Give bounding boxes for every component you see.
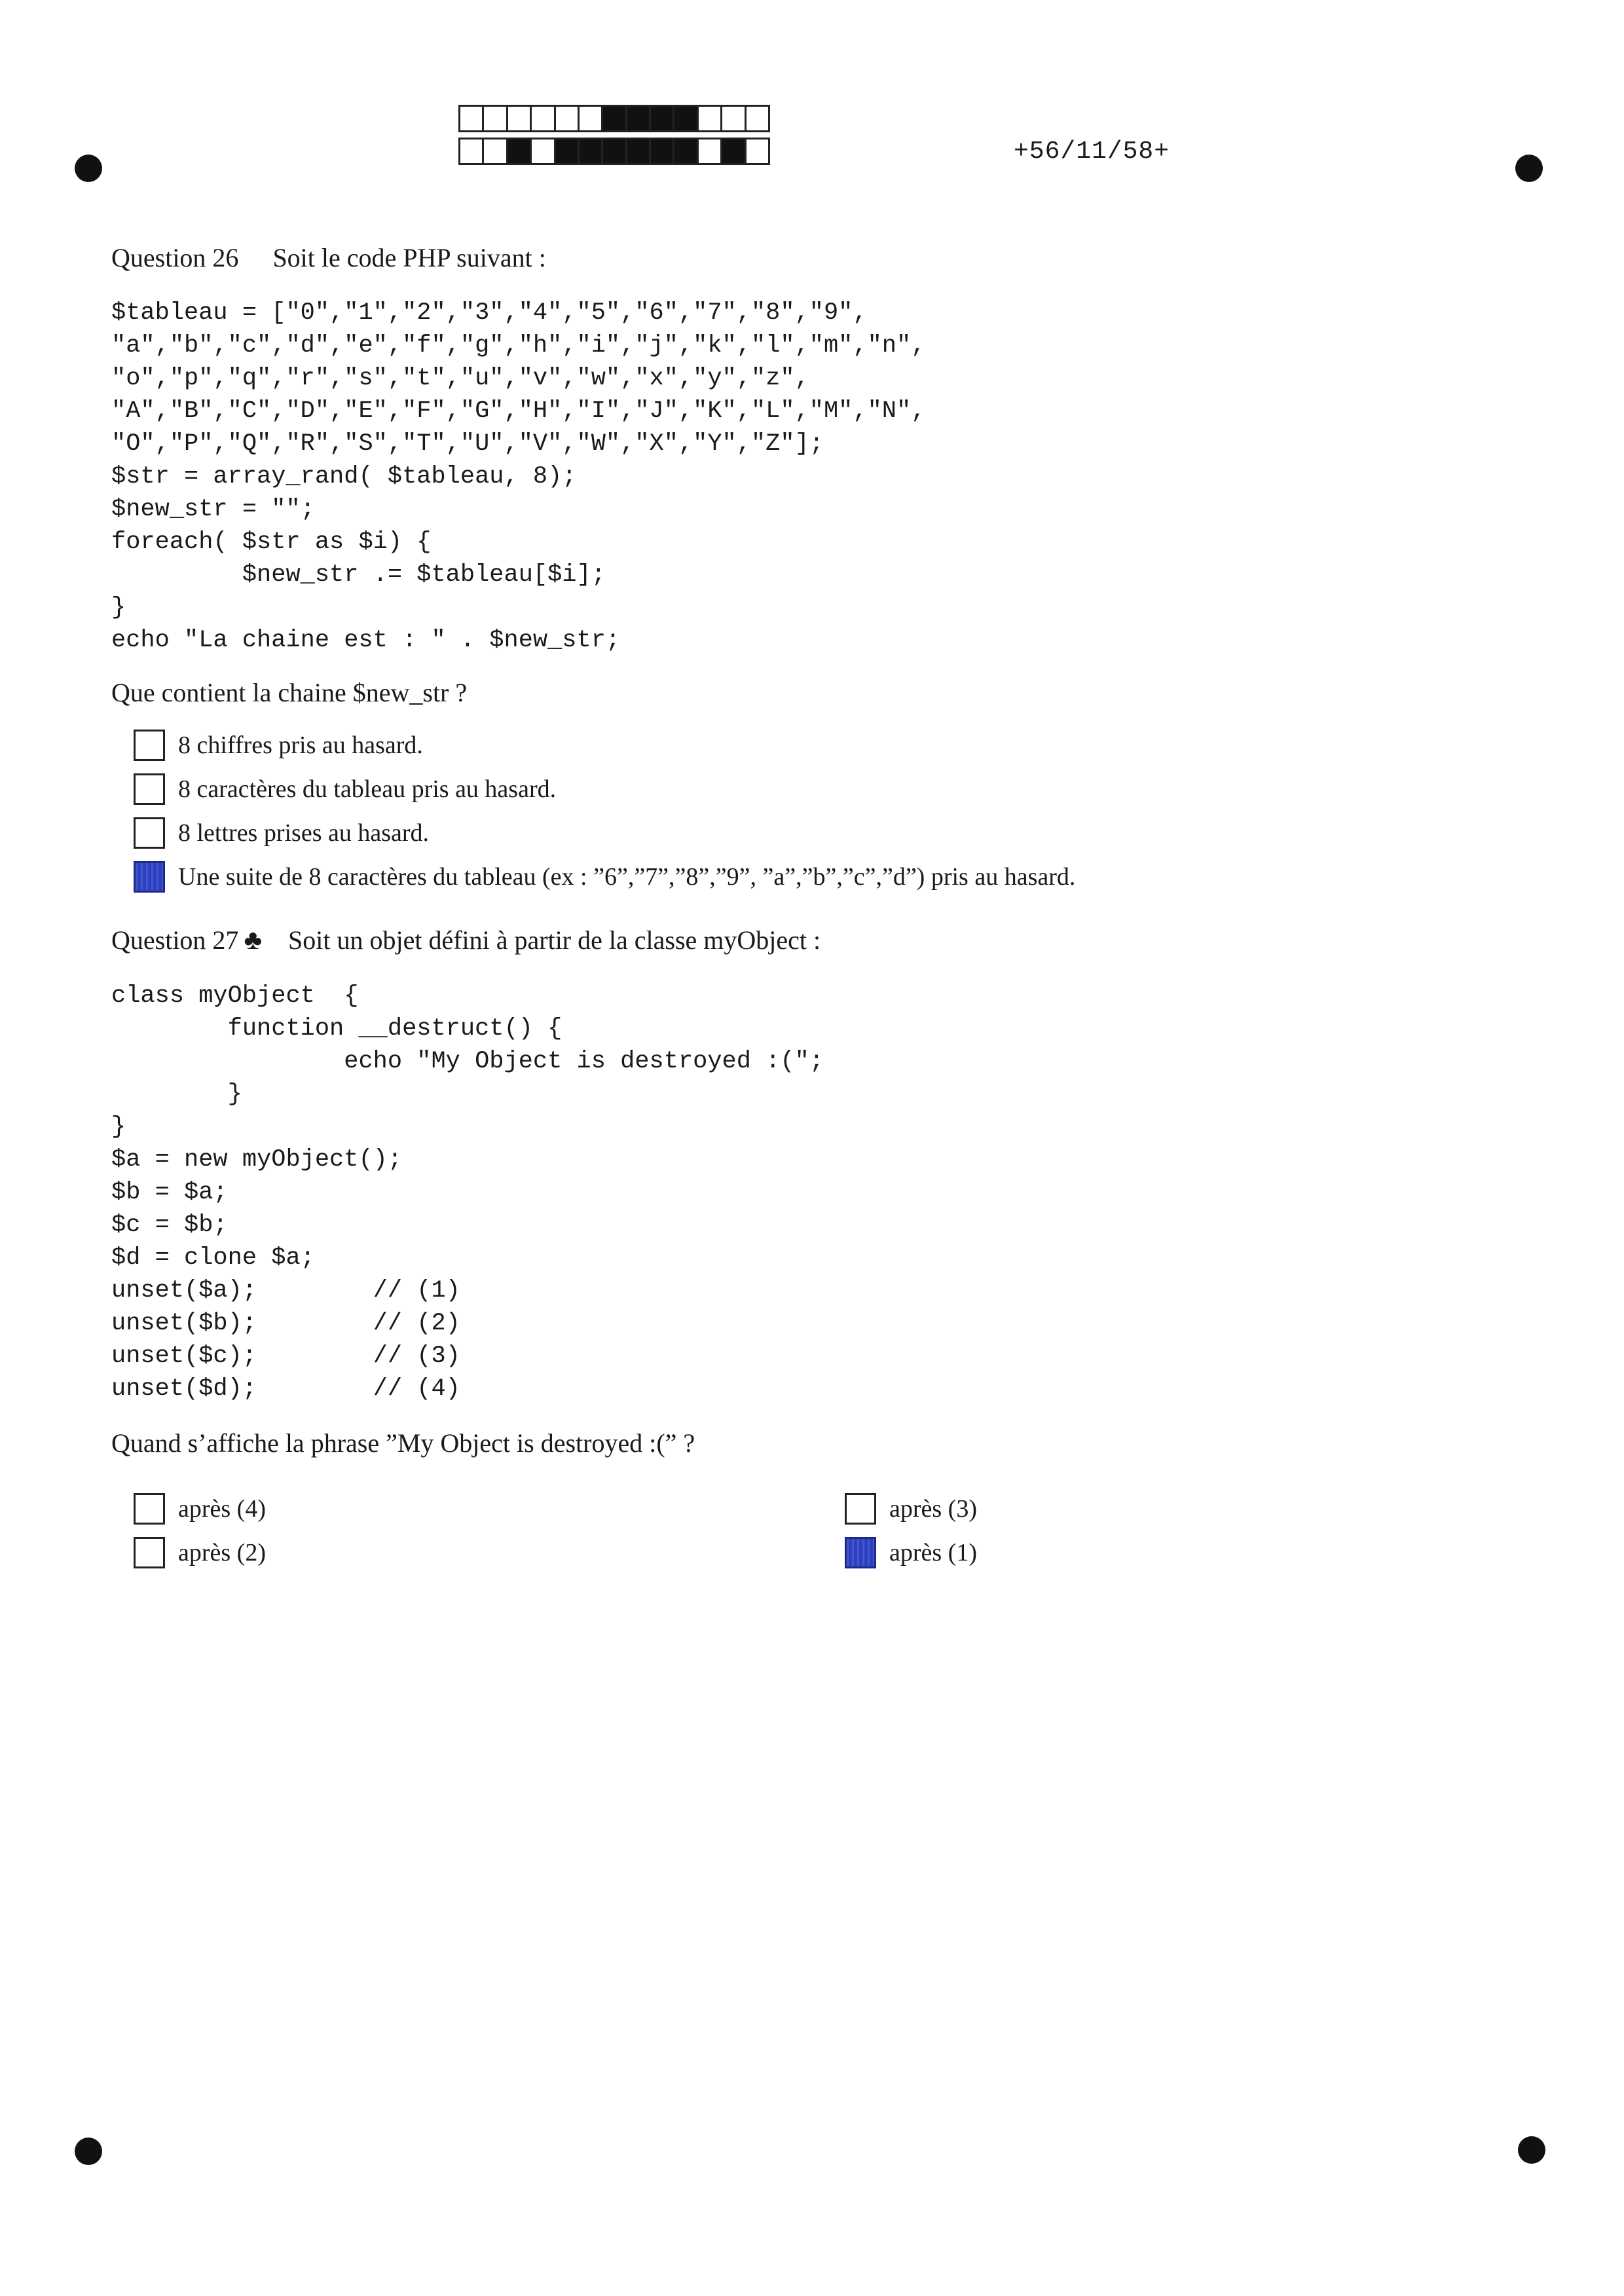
question-number: Question 27 — [111, 925, 239, 955]
answer-checkbox[interactable] — [134, 1493, 165, 1525]
club-icon: ♣ — [244, 925, 262, 955]
question-27-header — [111, 925, 821, 956]
barcode-cell — [720, 105, 746, 132]
barcode-cell — [578, 105, 603, 132]
answer-option[interactable] — [134, 817, 429, 849]
barcode-cell — [745, 138, 770, 165]
barcode-cell — [649, 138, 674, 165]
barcode-cell — [625, 138, 651, 165]
answer-label: 8 chiffres pris au hasard. — [178, 731, 423, 759]
question-text: Soit le code PHP suivant : — [272, 243, 546, 272]
answer-label: après (4) — [178, 1495, 266, 1523]
barcode-cell — [625, 105, 651, 132]
barcode-cell — [745, 105, 770, 132]
page-id: +56/11/58+ — [1014, 138, 1170, 166]
answer-option[interactable] — [845, 1537, 977, 1568]
question-prompt: Que contient la chaine $new_str ? — [111, 678, 468, 707]
question-prompt: Quand s’affiche la phrase ”My Object is destroyed :(” ? — [111, 1428, 695, 1458]
answer-label: Une suite de 8 caractères du tableau (ex : ”6”,”7”,”8”,”9”, ”a”,”b”,”c”,”d”) pris au hasard. — [178, 863, 1076, 891]
answer-option[interactable] — [845, 1493, 977, 1525]
barcode-row-top — [458, 105, 770, 132]
barcode-cell — [578, 138, 603, 165]
answer-option[interactable] — [134, 730, 423, 761]
barcode-cell — [720, 138, 746, 165]
answer-label: après (3) — [889, 1495, 977, 1523]
barcode-cell — [554, 105, 580, 132]
answer-label: après (2) — [178, 1539, 266, 1566]
question-26-header — [111, 242, 546, 273]
answer-checkbox[interactable] — [134, 773, 165, 805]
barcode-cell — [482, 138, 507, 165]
corner-mark-top-right — [1515, 155, 1543, 182]
barcode-cell — [601, 105, 627, 132]
barcode-row-bottom — [458, 138, 770, 165]
answer-checkbox[interactable] — [845, 1537, 876, 1568]
question-text: Soit un objet défini à partir de la classe myObject : — [288, 925, 821, 955]
barcode-cell — [697, 105, 722, 132]
barcode-cell — [697, 138, 722, 165]
answer-label: 8 lettres prises au hasard. — [178, 819, 430, 847]
barcode-cell — [506, 105, 532, 132]
answer-label: 8 caractères du tableau pris au hasard. — [178, 775, 557, 803]
barcode-cell — [530, 105, 555, 132]
corner-mark-top-left — [75, 155, 102, 182]
php-code-block: $tableau = ["0","1","2","3","4","5","6","7","8","9", "a","b","c","d","e","f","g","h","i","j","k","l","m","n", "o","p","q","r","s","t","u","v","w","x","y","z", "A","B","C","D","E","F","G","H","I","J","K","L","M","N", "O","P","Q","R","S","T","U","V","W","X","Y","Z"]; $str = array_rand( $tableau, 8); $new_str = ""; foreach( $str as $i) { $new_str .= $tableau[$i]; } echo "La chaine est : " . $new_str; — [111, 299, 926, 654]
answer-option[interactable] — [134, 1537, 266, 1568]
barcode-cell — [649, 105, 674, 132]
answer-checkbox[interactable] — [134, 730, 165, 761]
barcode-cell — [506, 138, 532, 165]
barcode-cell — [554, 138, 580, 165]
php-code-block: class myObject { function __destruct() { echo "My Object is destroyed :("; } } $a = new myObject(); $b = $a; $c = $b; $d = clone $a; unset($a); // (1) unset($b); // (2) unset($c); // (3) unset($d); // (4) — [111, 982, 824, 1403]
barcode-cell — [673, 105, 698, 132]
barcode-cell — [458, 138, 484, 165]
answer-label: après (1) — [889, 1539, 977, 1566]
barcode-cell — [458, 105, 484, 132]
answer-checkbox[interactable] — [134, 861, 165, 893]
answer-option[interactable] — [134, 773, 556, 805]
question-number: Question 26 — [111, 243, 239, 272]
barcode-cell — [601, 138, 627, 165]
barcode-cell — [482, 105, 507, 132]
barcode-cell — [530, 138, 555, 165]
barcode-cell — [673, 138, 698, 165]
answer-option[interactable] — [134, 1493, 266, 1525]
answer-option[interactable] — [134, 861, 1075, 893]
answer-checkbox[interactable] — [134, 817, 165, 849]
corner-mark-bottom-right — [1518, 2136, 1545, 2164]
corner-mark-bottom-left — [75, 2138, 102, 2165]
answer-checkbox[interactable] — [134, 1537, 165, 1568]
answer-checkbox[interactable] — [845, 1493, 876, 1525]
